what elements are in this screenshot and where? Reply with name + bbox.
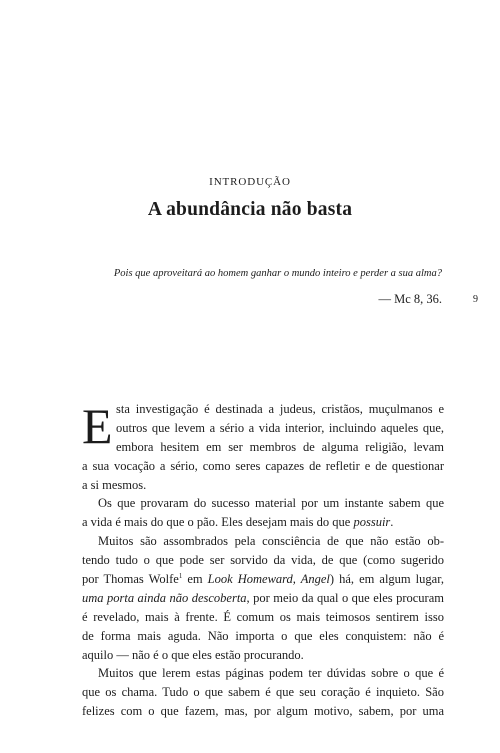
text-line: sta investigação é destinada a judeus, cristãos, muçulmanos e — [116, 402, 444, 416]
text-line: por Thomas Wolfe$^1$ em Look Homeward, Angel) há, em algum lugar, — [82, 572, 444, 587]
epigraph-source: — Mc 8, 36. — [378, 292, 442, 306]
page-number: 9 — [473, 294, 478, 305]
text-line: a si mesmos. — [82, 477, 147, 492]
emphasis: possuir — [353, 515, 391, 530]
text-line: uma porta ainda não descoberta, por meio da qual o que eles procuram — [82, 590, 444, 605]
text-line: felizes com o que fazem, mas, por algum motivo, sabem, por uma — [82, 704, 444, 719]
text-line: Os que provaram do sucesso material por um instante sabem que — [98, 496, 444, 511]
paragraph-4 — [82, 664, 444, 721]
text-line: de forma mais aguda. Não importa o que eles conquistem: não é — [82, 628, 444, 643]
text-line: outros que levem a sério a vida interior, incluindo aqueles que, — [116, 420, 444, 435]
text-line: Muitos são assombrados pela consciência de que não estão ob- — [98, 534, 444, 549]
paragraph-2 — [82, 494, 444, 532]
chapter-title: A abundância não basta — [147, 199, 353, 220]
text-line: aquilo — não é o que eles estão procurando. — [82, 647, 304, 662]
body-text — [82, 400, 444, 721]
text-line: tendo tudo o que pode ser sorvido da vida, de que (como sugerido — [82, 553, 444, 568]
text-line: a sua vocação a sério, como seres capazes de refletir e de questionar — [82, 458, 444, 473]
text-line: embora hesitem em ser membros de alguma religião, levam — [116, 439, 444, 454]
text-line: Muitos que lerem estas páginas podem ter dúvidas sobre o que é — [98, 666, 444, 681]
section-label: INTRODUÇÃO — [209, 176, 291, 188]
paragraph-1 — [82, 400, 444, 494]
epigraph-quote: Pois que aproveitará ao homem ganhar o mundo inteiro e perder a sua alma? — [113, 268, 442, 279]
footnote-marker: 1 — [178, 572, 183, 581]
text-line: a vida é mais do que o pão. Eles desejam mais do que possuir. — [82, 515, 394, 530]
paragraph-3 — [82, 532, 444, 664]
emphasis: uma porta ainda não descoberta — [82, 590, 247, 605]
text-line: que os chama. Tudo o que sabem é que seu coração é inquieto. São — [82, 685, 444, 700]
text-line: é revelado, mais à frente. É comum os mais teimosos sentirem isso — [82, 609, 444, 624]
drop-cap: E — [82, 398, 113, 454]
book-title: Look Homeward, Angel — [207, 572, 330, 587]
